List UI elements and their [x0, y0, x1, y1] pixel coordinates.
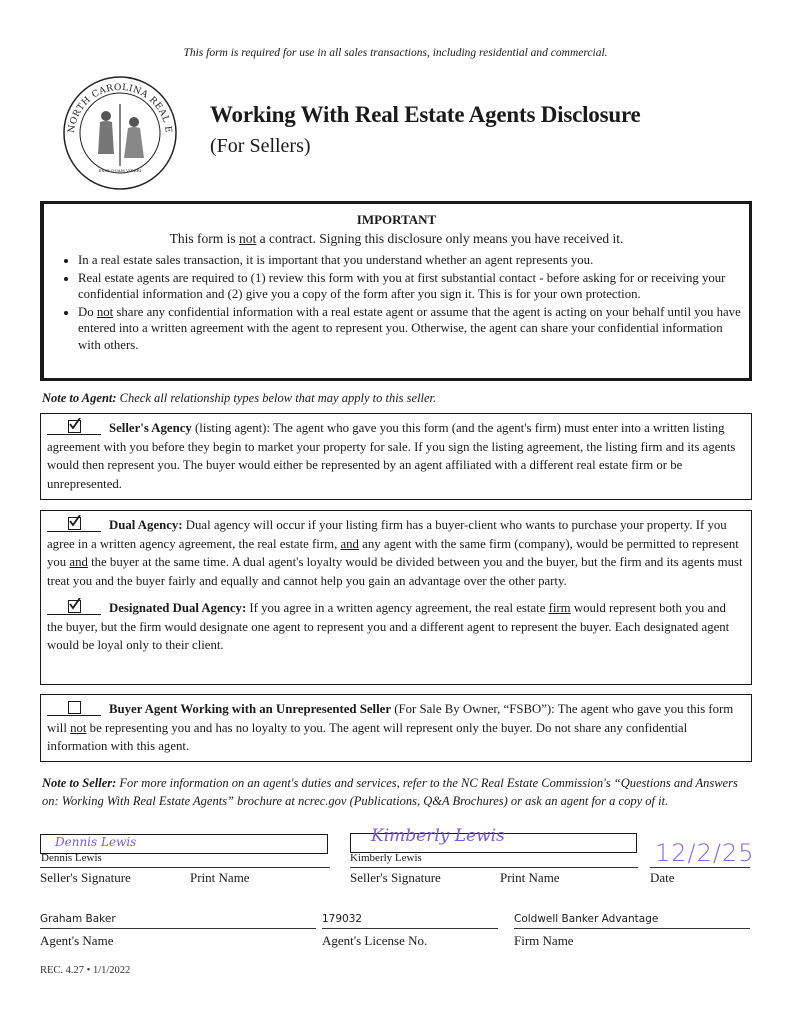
buyer-agent-unrepresented-title: Buyer Agent Working with an Unrepresented Seller	[109, 702, 392, 716]
checkbox-checked-icon	[68, 420, 81, 433]
agent-name-line	[40, 928, 316, 929]
dual-agency-section: Dual Agency: Dual agency will occur if your listing firm has a buyer-client who wants to purchase your property. If you agree in a written agency agreement, the real estate firm, and any agent with the same firm (company), would be permitted to represent you and the buyer at the same time. A dual agent's loyalty would be divided between you and the buyer, but the firm and its agents must treat you and the buyer fairly and equally and cannot help you gain an advantage over the other party. Designated Dual Agency: If you agree in a written agency agreement, the real estate firm would represent both you and the buyer, but the firm would designate one agent to represent you and a different agent to represent the buyer. Each designated agent would be loyal only to their client.	[40, 510, 752, 685]
checkbox-checked-icon	[68, 517, 81, 530]
important-bullet-list	[56, 252, 741, 354]
note-to-agent: Note to Agent: Check all relationship types below that may apply to this seller.	[42, 391, 437, 405]
seller2-signature: Kimberly Lewis	[371, 826, 505, 846]
dual-agency-checkbox[interactable]	[47, 516, 101, 532]
seller2-print-label: Print Name	[500, 870, 560, 885]
seller1-signature-line	[40, 867, 330, 868]
note-to-seller: Note to Seller: For more information on an agent's duties and services, refer to the NC Real Estate Commission's “Questions and Answers on: Working With Real Estate Agents” brochure at ncrec.gov (Publications, Q&A Brochures) or ask an agent for a copy of it.	[42, 776, 738, 808]
form-requirement-note: This form is required for use in all sales transactions, including residential and commercial.	[183, 47, 608, 59]
firm-name-line	[514, 928, 750, 929]
buyer-agent-unrepresented-section: Buyer Agent Working with an Unrepresented Seller (For Sale By Owner, “FSBO”): The agent who gave you this form will not be representing you and has no loyalty to you. The agent will represent only the buyer. Do not share any confidential information with this agent.	[40, 694, 752, 762]
seller2-signature-field[interactable]	[350, 826, 637, 853]
important-subheading: This form is not a contract. Signing this disclosure only means you have received it.	[169, 231, 624, 246]
designated-dual-agency-title: Designated Dual Agency:	[109, 601, 247, 615]
designated-dual-agency-checkbox[interactable]	[47, 599, 101, 615]
page-subtitle: (For Sellers)	[210, 135, 311, 157]
sellers-agency-section	[40, 413, 752, 500]
important-bullet: • Real estate agents are required to (1) review this form with you at first substantial contact - before asking for or receiving your confidential information and (2) give you a copy of the form after you sign it. This is for your own protection.	[78, 270, 741, 303]
firm-name-value: Coldwell Banker Advantage	[514, 913, 659, 925]
commission-seal-icon	[58, 74, 182, 192]
agent-name-label: Agent's Name	[40, 933, 114, 948]
important-notice-box	[40, 201, 752, 381]
agent-license-line	[322, 928, 498, 929]
seller1-print-name: Dennis Lewis	[41, 852, 102, 864]
sellers-agency-text: (listing agent): The agent who gave you this form (and the agent's firm) must enter into a written listing agreement with you before they begin to market your property for sale. If you sign the listing agreement, the listing firm and its agents would then represent you. The buyer would either be represented by an agent affiliated with a different real estate firm or be unrepresented.	[47, 421, 736, 491]
page-title: Working With Real Estate Agents Disclosure	[210, 102, 641, 127]
important-bullet: • Do not share any confidential information with a real estate agent or assume that the agent is acting on your behalf until you have entered into a written agreement with the agent to represent you. Otherwise, the agent can share your confidential information with others.	[78, 304, 741, 354]
checkbox-empty-icon	[68, 701, 81, 714]
svg-text:NORTH CAROLINA REAL ESTATE COM	[58, 74, 173, 134]
buyer-agent-unrepresented-checkbox[interactable]	[47, 700, 101, 716]
firm-name-label: Firm Name	[514, 933, 574, 948]
sellers-agency-checkbox[interactable]	[47, 419, 101, 435]
signature-date[interactable]: 12/2/25	[655, 839, 755, 867]
important-bullet: • In a real estate sales transaction, it is important that you understand whether an agent represents you.	[78, 252, 741, 269]
seller1-signature-field[interactable]	[40, 834, 328, 854]
seal-bottom-text: ESSE QUAM VIDERI	[98, 168, 142, 173]
date-line	[650, 867, 750, 868]
agent-license-value: 179032	[322, 913, 363, 925]
seller2-signature-label: Seller's Signature	[350, 870, 441, 885]
seller2-print-name: Kimberly Lewis	[350, 852, 422, 864]
seller1-signature-label: Seller's Signature	[40, 870, 131, 885]
seal-ring-text: NORTH CAROLINA REAL E	[66, 82, 174, 134]
checkbox-checked-icon	[68, 600, 81, 613]
important-heading: IMPORTANT	[356, 212, 437, 227]
sellers-agency-title: Seller's Agency	[109, 421, 192, 435]
seller1-signature: Dennis Lewis	[55, 835, 137, 849]
dual-agency-title: Dual Agency:	[109, 518, 183, 532]
seller2-signature-line	[350, 867, 638, 868]
seller1-print-label: Print Name	[190, 870, 250, 885]
agent-license-label: Agent's License No.	[322, 933, 428, 948]
agent-name-value: Graham Baker	[40, 913, 116, 925]
form-code: REC. 4.27 • 1/1/2022	[40, 965, 131, 976]
date-label: Date	[650, 870, 675, 885]
